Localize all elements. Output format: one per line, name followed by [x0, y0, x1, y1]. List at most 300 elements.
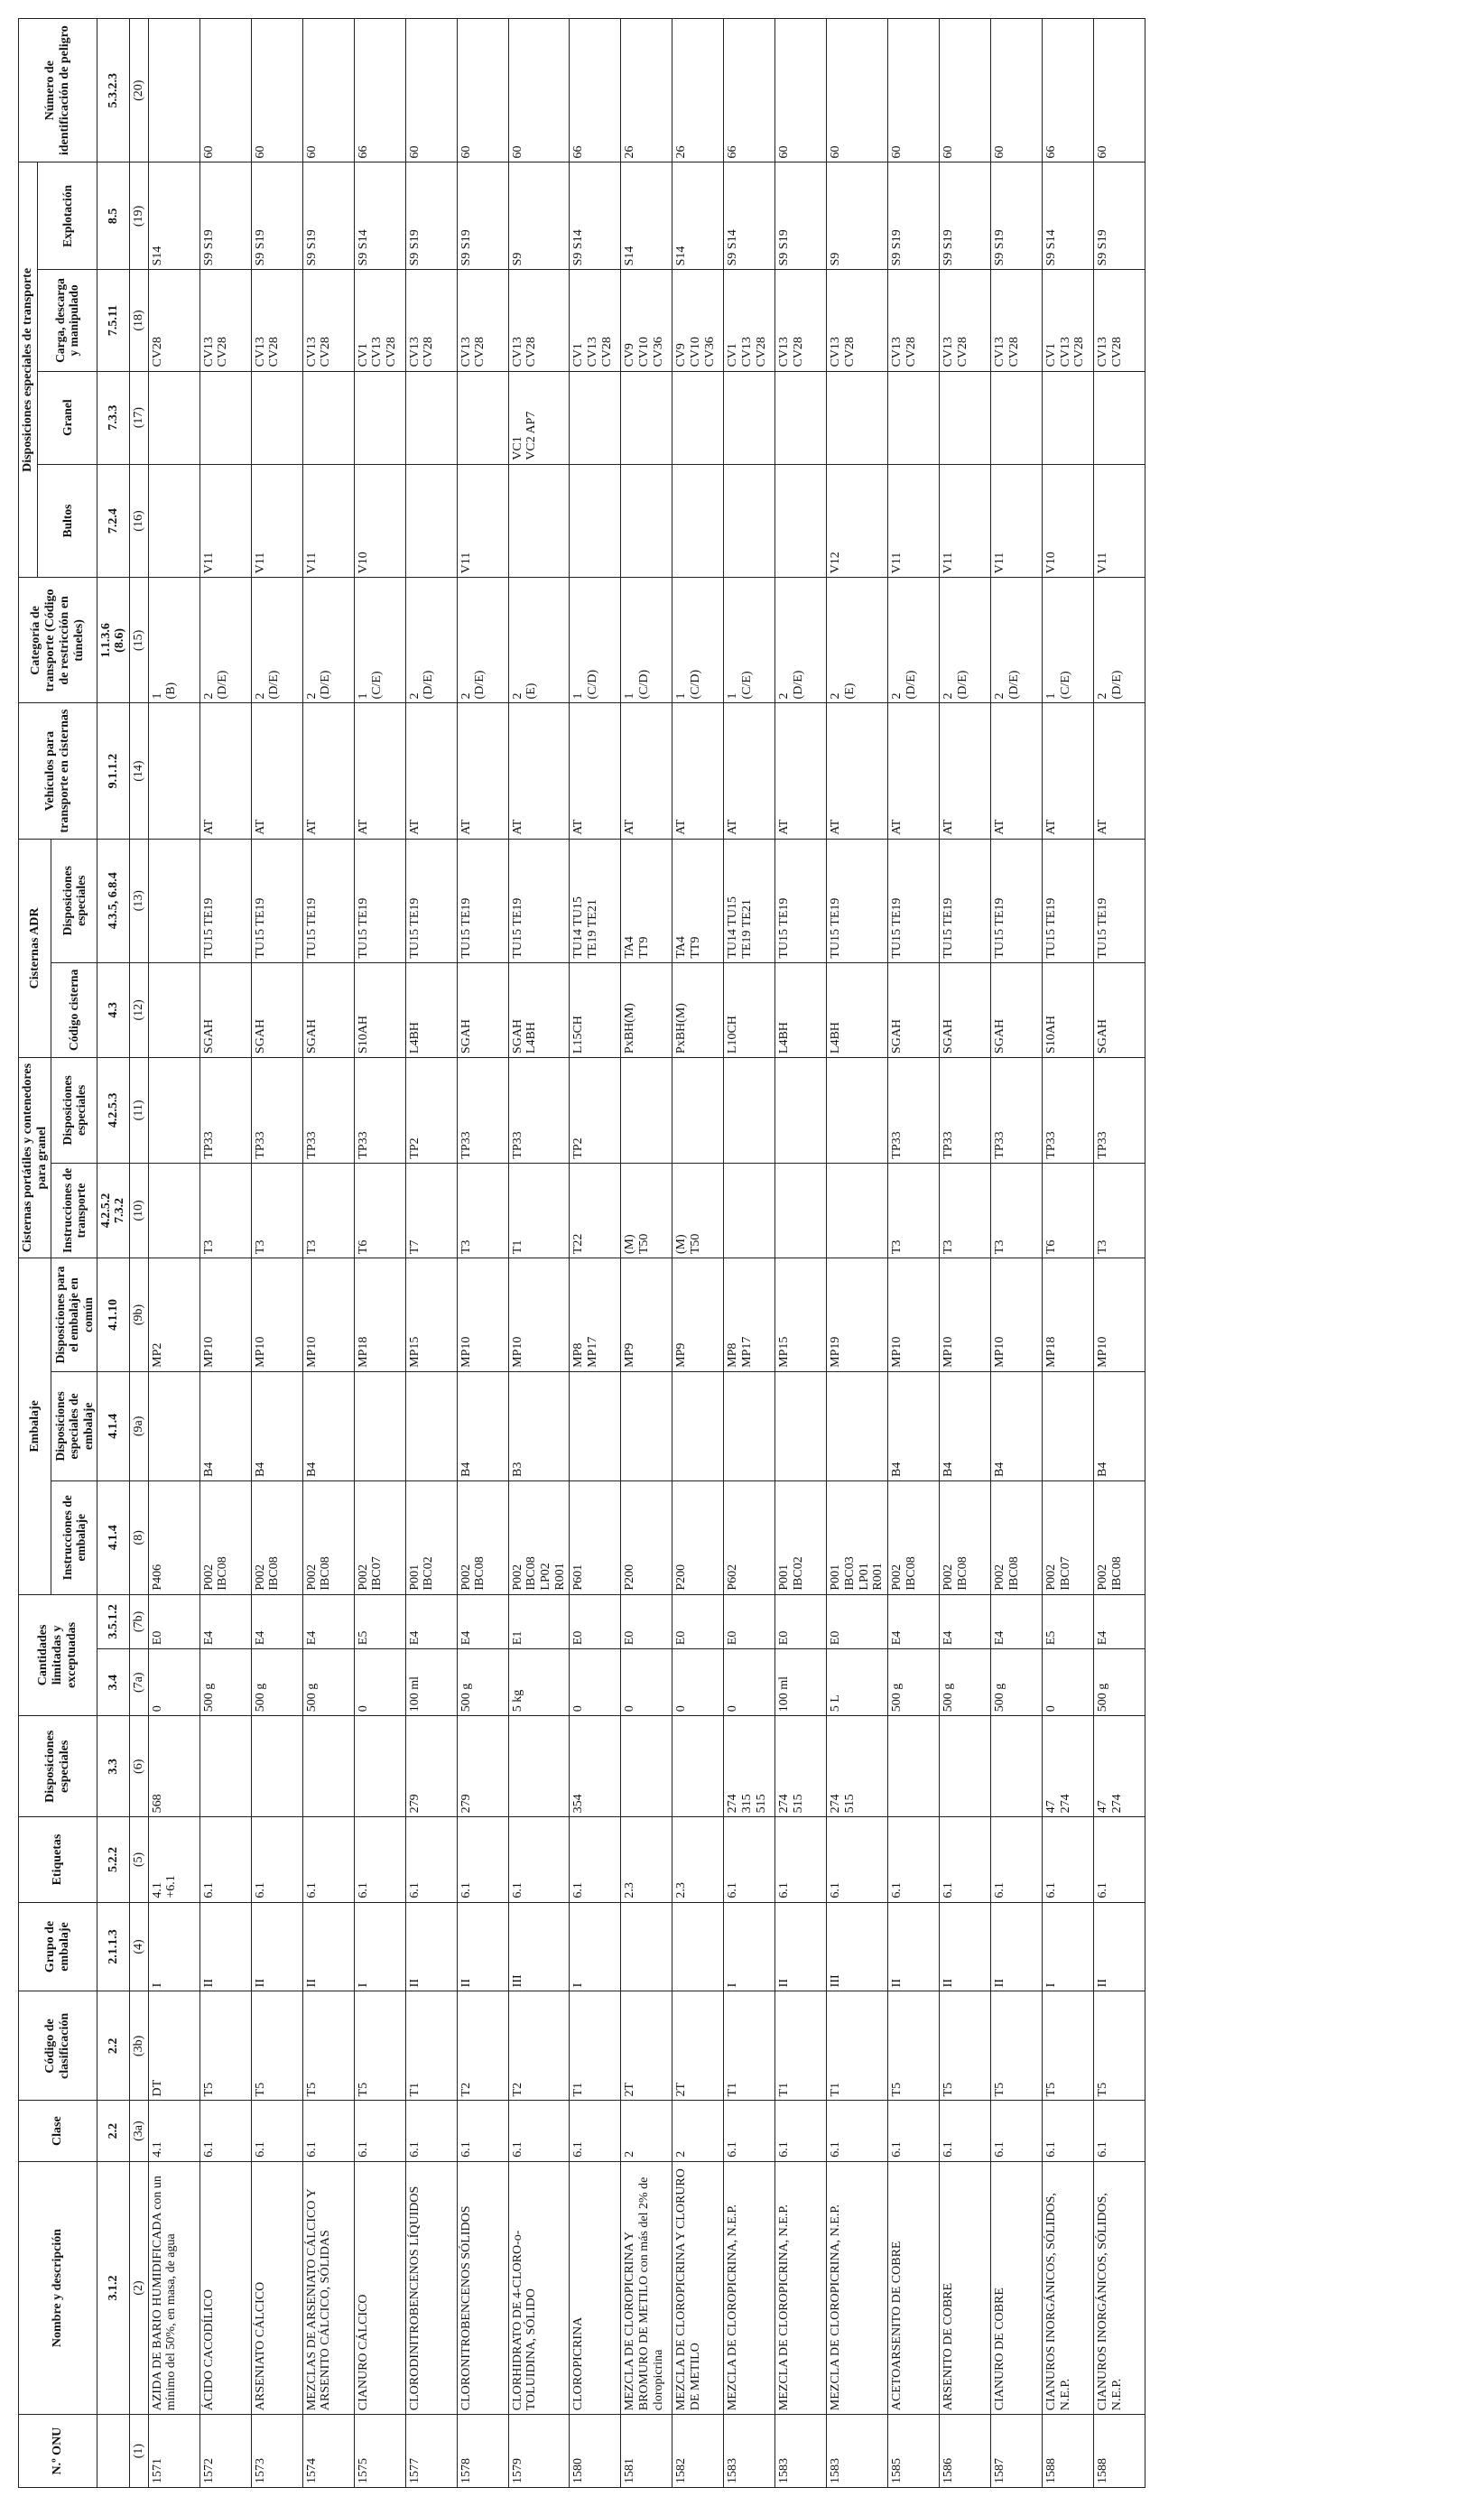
cell-transport-category: 1 (C/E): [724, 578, 775, 703]
table-row: [940, 19, 991, 2488]
cell-limited-quantity: 0: [621, 1649, 672, 1716]
cell-packages: V10: [354, 464, 405, 578]
col-number: (3b): [130, 1991, 149, 2101]
cell-bulk: [1043, 371, 1094, 464]
cell-vehicle-tank: AT: [1094, 703, 1145, 839]
cell-labels: 2.3: [621, 1817, 672, 1902]
ref-cell: 5.2.2: [97, 1817, 129, 1902]
cell-vehicle-tank: AT: [724, 703, 775, 839]
cell-tank-special: TU15 TE19: [940, 839, 991, 962]
cell-packing-group: I: [724, 1902, 775, 1991]
cell-packages: [570, 464, 621, 578]
cell-special-packing-provisions: B4: [1094, 1371, 1145, 1480]
cell-transport-category: 2 (D/E): [457, 578, 508, 703]
cell-portable-special: TP33: [302, 1058, 354, 1164]
cell-vehicle-tank: AT: [1043, 703, 1094, 839]
col-number: (4): [130, 1902, 149, 1991]
cell-transport-instructions: [775, 1163, 827, 1258]
header-packing-group: Grupo de embalaje: [19, 1902, 97, 1991]
cell-limited-quantity: 0: [354, 1649, 405, 1716]
ref-cell: 4.3.5, 6.8.4: [97, 839, 129, 962]
cell-operation: S9 S14: [1043, 162, 1094, 270]
cell-tank-special: TU15 TE19: [775, 839, 827, 962]
cell-un-no: 1575: [354, 2415, 405, 2488]
cell-classification-code: T5: [1094, 1991, 1145, 2101]
header-hazard-id: Número de identificación de peligro: [19, 19, 97, 162]
cell-loading: CV13 CV28: [508, 270, 570, 371]
cell-loading: CV28: [148, 270, 199, 371]
cell-transport-category: 2 (D/E): [405, 578, 457, 703]
cell-packing-group: I: [570, 1902, 621, 1991]
cell-special-provisions: [672, 1716, 724, 1817]
table-row: [1094, 19, 1145, 2488]
cell-classification-code: T5: [1043, 1991, 1094, 2101]
cell-name: CIANUROS INORGÁNICOS, SÓLIDOS, N.E.P.: [1094, 2161, 1145, 2414]
cell-portable-special: [148, 1058, 199, 1164]
cell-name: CLOROPICRINA: [570, 2161, 621, 2414]
cell-tank-special: TU15 TE19: [302, 839, 354, 962]
cell-un-no: 1580: [570, 2415, 621, 2488]
cell-special-provisions: 354: [570, 1716, 621, 1817]
cell-labels: 4.1 +6.1: [148, 1817, 199, 1902]
cell-special-provisions: [302, 1716, 354, 1817]
cell-packing-instructions: P002 IBC08: [302, 1480, 354, 1594]
cell-hazard-id: 66: [1043, 19, 1094, 162]
cell-name: CIANURO CÁLCICO: [354, 2161, 405, 2414]
ref-cell: 7.3.3: [97, 371, 129, 464]
cell-excepted-quantity: E1: [508, 1594, 570, 1649]
cell-special-provisions: 568: [148, 1716, 199, 1817]
cell-operation: S9 S19: [302, 162, 354, 270]
cell-bulk: [621, 371, 672, 464]
cell-limited-quantity: 500 g: [302, 1649, 354, 1716]
cell-operation: S9 S19: [940, 162, 991, 270]
cell-loading: CV13 CV28: [991, 270, 1043, 371]
cell-vehicle-tank: AT: [405, 703, 457, 839]
header-portable-tanks: Cisternas portátiles y contenedores para granel: [19, 1058, 51, 1258]
cell-limited-quantity: 100 ml: [405, 1649, 457, 1716]
reference-row: [97, 19, 129, 2488]
cell-bulk: [991, 371, 1043, 464]
cell-un-no: 1583: [724, 2415, 775, 2488]
cell-loading: CV9 CV10 CV36: [621, 270, 672, 371]
cell-transport-instructions: [148, 1163, 199, 1258]
cell-transport-instructions: [827, 1163, 888, 1258]
cell-special-provisions: 274 515: [775, 1716, 827, 1817]
table-body: [148, 19, 1145, 2488]
col-number: (15): [130, 578, 149, 703]
cell-excepted-quantity: E4: [251, 1594, 302, 1649]
cell-labels: 6.1: [724, 1817, 775, 1902]
cell-tank-special: TU14 TU15 TE19 TE21: [724, 839, 775, 962]
col-number: (5): [130, 1817, 149, 1902]
cell-loading: CV1 CV13 CV28: [724, 270, 775, 371]
cell-packing-instructions: P002 IBC08: [457, 1480, 508, 1594]
cell-labels: 6.1: [991, 1817, 1043, 1902]
cell-bulk: [405, 371, 457, 464]
cell-transport-instructions: T1: [508, 1163, 570, 1258]
cell-mixed-packing: MP9: [672, 1258, 724, 1372]
cell-tank-code: SGAH: [940, 962, 991, 1057]
cell-packages: V11: [457, 464, 508, 578]
cell-special-provisions: 279: [405, 1716, 457, 1817]
cell-packages: [405, 464, 457, 578]
cell-classification-code: T5: [302, 1991, 354, 2101]
cell-bulk: [148, 371, 199, 464]
cell-bulk: [199, 371, 251, 464]
col-number: (12): [130, 962, 149, 1057]
cell-classification-code: 2T: [621, 1991, 672, 2101]
cell-tank-special: TU15 TE19: [405, 839, 457, 962]
cell-excepted-quantity: E5: [354, 1594, 405, 1649]
cell-transport-instructions: [724, 1163, 775, 1258]
header-special-transport: Disposiciones especiales de transporte: [19, 162, 38, 578]
table-row: [508, 19, 570, 2488]
col-number: (10): [130, 1163, 149, 1258]
cell-special-packing-provisions: B4: [888, 1371, 940, 1480]
cell-portable-special: TP33: [199, 1058, 251, 1164]
cell-tank-special: TU15 TE19: [991, 839, 1043, 962]
header-transport-instructions: Instrucciones de transporte: [51, 1163, 97, 1258]
cell-class: 6.1: [775, 2101, 827, 2161]
cell-classification-code: T5: [991, 1991, 1043, 2101]
cell-portable-special: TP33: [508, 1058, 570, 1164]
ref-cell: 2.2: [97, 1991, 129, 2101]
table-row: [775, 19, 827, 2488]
cell-excepted-quantity: E0: [672, 1594, 724, 1649]
col-number: (8): [130, 1480, 149, 1594]
cell-tank-code: SGAH: [199, 962, 251, 1057]
cell-vehicle-tank: AT: [251, 703, 302, 839]
cell-hazard-id: 60: [508, 19, 570, 162]
cell-classification-code: T5: [251, 1991, 302, 2101]
cell-labels: 6.1: [888, 1817, 940, 1902]
cell-mixed-packing: MP15: [405, 1258, 457, 1372]
cell-mixed-packing: MP10: [302, 1258, 354, 1372]
cell-packing-group: II: [940, 1902, 991, 1991]
cell-transport-category: 1 (C/E): [354, 578, 405, 703]
cell-name: ARSENITO DE COBRE: [940, 2161, 991, 2414]
cell-labels: 6.1: [1094, 1817, 1145, 1902]
header-mixed-packing: Disposiciones para el embalaje en común: [51, 1258, 97, 1372]
col-number: (20): [130, 19, 149, 162]
cell-labels: 6.1: [508, 1817, 570, 1902]
cell-special-packing-provisions: [1043, 1371, 1094, 1480]
cell-special-packing-provisions: [354, 1371, 405, 1480]
cell-packages: V11: [302, 464, 354, 578]
cell-operation: S9: [827, 162, 888, 270]
cell-loading: CV1 CV13 CV28: [1043, 270, 1094, 371]
cell-name: MEZCLA DE CLOROPICRINA, N.E.P.: [724, 2161, 775, 2414]
header-limited-quantities: Cantidades limitadas y exceptuadas: [19, 1594, 97, 1716]
cell-labels: 6.1: [405, 1817, 457, 1902]
cell-excepted-quantity: E4: [199, 1594, 251, 1649]
cell-un-no: 1572: [199, 2415, 251, 2488]
table-row: [724, 19, 775, 2488]
cell-bulk: [302, 371, 354, 464]
cell-transport-category: 2 (E): [508, 578, 570, 703]
cell-operation: S9 S19: [251, 162, 302, 270]
cell-special-packing-provisions: [148, 1371, 199, 1480]
cell-transport-category: 2 (D/E): [199, 578, 251, 703]
cell-bulk: [888, 371, 940, 464]
cell-mixed-packing: MP10: [991, 1258, 1043, 1372]
col-number: (14): [130, 703, 149, 839]
cell-packing-instructions: P002 IBC08: [888, 1480, 940, 1594]
header-adr-tanks: Cisternas ADR: [19, 839, 51, 1057]
cell-portable-special: TP2: [570, 1058, 621, 1164]
cell-classification-code: T1: [405, 1991, 457, 2101]
ref-cell: 4.1.4: [97, 1480, 129, 1594]
cell-bulk: [724, 371, 775, 464]
cell-special-provisions: 274 315 515: [724, 1716, 775, 1817]
table-row: [251, 19, 302, 2488]
cell-tank-special: TA4 TT9: [672, 839, 724, 962]
header-packing-instructions: Instrucciones de embalaje: [51, 1480, 97, 1594]
ref-cell: 7.2.4: [97, 464, 129, 578]
cell-mixed-packing: MP10: [508, 1258, 570, 1372]
cell-special-packing-provisions: B4: [991, 1371, 1043, 1480]
cell-class: 6.1: [251, 2101, 302, 2161]
cell-packing-instructions: P001 IBC02: [405, 1480, 457, 1594]
cell-vehicle-tank: AT: [570, 703, 621, 839]
table-row: [354, 19, 405, 2488]
cell-vehicle-tank: [148, 703, 199, 839]
cell-class: 6.1: [302, 2101, 354, 2161]
cell-transport-instructions: T6: [354, 1163, 405, 1258]
cell-name: MEZCLA DE CLOROPICRINA Y CLORURO DE METILO: [672, 2161, 724, 2414]
cell-hazard-id: 60: [405, 19, 457, 162]
cell-transport-category: 2 (D/E): [991, 578, 1043, 703]
col-number: (16): [130, 464, 149, 578]
col-number: (9a): [130, 1371, 149, 1480]
cell-limited-quantity: 500 g: [940, 1649, 991, 1716]
ref-cell: 4.3: [97, 962, 129, 1057]
cell-limited-quantity: 0: [672, 1649, 724, 1716]
cell-un-no: 1577: [405, 2415, 457, 2488]
cell-transport-category: 1 (C/D): [570, 578, 621, 703]
cell-labels: 6.1: [354, 1817, 405, 1902]
cell-class: 6.1: [354, 2101, 405, 2161]
cell-class: 6.1: [940, 2101, 991, 2161]
cell-mixed-packing: MP10: [457, 1258, 508, 1372]
cell-classification-code: 2T: [672, 1991, 724, 2101]
header-portable-special: Disposiciones especiales: [51, 1058, 97, 1164]
cell-name: CIANURO DE COBRE: [991, 2161, 1043, 2414]
cell-packing-instructions: P200: [621, 1480, 672, 1594]
cell-mixed-packing: MP8 MP17: [570, 1258, 621, 1372]
cell-bulk: VC1 VC2 AP7: [508, 371, 570, 464]
table-row: [570, 19, 621, 2488]
cell-un-no: 1571: [148, 2415, 199, 2488]
cell-tank-special: TU14 TU15 TE19 TE21: [570, 839, 621, 962]
cell-packing-group: II: [251, 1902, 302, 1991]
cell-special-provisions: 279: [457, 1716, 508, 1817]
cell-classification-code: T1: [827, 1991, 888, 2101]
cell-portable-special: TP33: [251, 1058, 302, 1164]
cell-bulk: [457, 371, 508, 464]
cell-portable-special: TP33: [991, 1058, 1043, 1164]
cell-labels: 6.1: [251, 1817, 302, 1902]
cell-operation: S9 S19: [888, 162, 940, 270]
cell-limited-quantity: 0: [570, 1649, 621, 1716]
cell-special-packing-provisions: B4: [940, 1371, 991, 1480]
cell-name: MEZCLA DE CLOROPICRINA, N.E.P.: [827, 2161, 888, 2414]
cell-bulk: [940, 371, 991, 464]
cell-portable-special: TP33: [1094, 1058, 1145, 1164]
header-class: Clase: [19, 2101, 97, 2161]
cell-operation: S9: [508, 162, 570, 270]
cell-mixed-packing: MP2: [148, 1258, 199, 1372]
cell-packages: [621, 464, 672, 578]
cell-transport-instructions: T22: [570, 1163, 621, 1258]
cell-special-packing-provisions: [672, 1371, 724, 1480]
cell-classification-code: T1: [775, 1991, 827, 2101]
cell-operation: S9 S14: [354, 162, 405, 270]
cell-name: CIANUROS INORGÁNICOS, SÓLIDOS, N.E.P.: [1043, 2161, 1094, 2414]
cell-tank-special: TU15 TE19: [888, 839, 940, 962]
table-row: [672, 19, 724, 2488]
cell-loading: CV13 CV28: [457, 270, 508, 371]
ref-cell: 5.3.2.3: [97, 19, 129, 162]
cell-packing-instructions: P601: [570, 1480, 621, 1594]
cell-loading: CV13 CV28: [888, 270, 940, 371]
cell-operation: S14: [672, 162, 724, 270]
cell-mixed-packing: MP10: [888, 1258, 940, 1372]
cell-tank-code: L10CH: [724, 962, 775, 1057]
cell-un-no: 1579: [508, 2415, 570, 2488]
cell-mixed-packing: MP9: [621, 1258, 672, 1372]
ref-cell: 8.5: [97, 162, 129, 270]
cell-loading: CV13 CV28: [827, 270, 888, 371]
cell-operation: S9 S19: [457, 162, 508, 270]
cell-un-no: 1578: [457, 2415, 508, 2488]
cell-packages: [672, 464, 724, 578]
cell-loading: CV13 CV28: [940, 270, 991, 371]
cell-tank-code: S10AH: [354, 962, 405, 1057]
cell-tank-special: TU15 TE19: [354, 839, 405, 962]
cell-packing-instructions: P002 IBC07: [354, 1480, 405, 1594]
cell-tank-special: TU15 TE19: [508, 839, 570, 962]
cell-vehicle-tank: AT: [354, 703, 405, 839]
cell-classification-code: T2: [508, 1991, 570, 2101]
cell-portable-special: [827, 1058, 888, 1164]
cell-labels: 6.1: [570, 1817, 621, 1902]
cell-transport-instructions: T3: [1094, 1163, 1145, 1258]
cell-labels: 6.1: [1043, 1817, 1094, 1902]
cell-bulk: [827, 371, 888, 464]
cell-special-packing-provisions: [724, 1371, 775, 1480]
cell-operation: S9 S19: [775, 162, 827, 270]
cell-loading: CV13 CV28: [1094, 270, 1145, 371]
cell-mixed-packing: MP19: [827, 1258, 888, 1372]
ref-cell: 4.1.10: [97, 1258, 129, 1372]
cell-transport-category: 2 (D/E): [940, 578, 991, 703]
cell-un-no: 1588: [1043, 2415, 1094, 2488]
cell-packages: V12: [827, 464, 888, 578]
ref-cell-empty: [97, 2415, 129, 2488]
cell-un-no: 1583: [775, 2415, 827, 2488]
cell-mixed-packing: MP10: [1094, 1258, 1145, 1372]
cell-loading: CV13 CV28: [775, 270, 827, 371]
cell-hazard-id: 66: [724, 19, 775, 162]
cell-limited-quantity: 500 g: [457, 1649, 508, 1716]
cell-class: 2: [621, 2101, 672, 2161]
cell-un-no: 1585: [888, 2415, 940, 2488]
cell-hazard-id: 60: [888, 19, 940, 162]
header-classification-code: Código de clasificación: [19, 1991, 97, 2101]
cell-un-no: 1586: [940, 2415, 991, 2488]
cell-portable-special: [724, 1058, 775, 1164]
cell-tank-special: TU15 TE19: [199, 839, 251, 962]
cell-hazard-id: 60: [775, 19, 827, 162]
col-number: (19): [130, 162, 149, 270]
cell-transport-category: 2 (D/E): [1094, 578, 1145, 703]
ref-cell: 1.1.3.6 (8.6): [97, 578, 129, 703]
cell-packing-group: [621, 1902, 672, 1991]
ref-cell: 9.1.1.2: [97, 703, 129, 839]
cell-vehicle-tank: AT: [888, 703, 940, 839]
cell-name: CLORONITROBENCENOS SÓLIDOS: [457, 2161, 508, 2414]
cell-operation: S14: [621, 162, 672, 270]
cell-packing-instructions: P002 IBC08: [199, 1480, 251, 1594]
cell-labels: 6.1: [827, 1817, 888, 1902]
cell-un-no: 1588: [1094, 2415, 1145, 2488]
cell-class: 6.1: [508, 2101, 570, 2161]
col-number: (17): [130, 371, 149, 464]
cell-portable-special: TP2: [405, 1058, 457, 1164]
cell-loading: CV1 CV13 CV28: [354, 270, 405, 371]
cell-packing-group: II: [405, 1902, 457, 1991]
cell-tank-code: SGAH L4BH: [508, 962, 570, 1057]
cell-special-provisions: 274 515: [827, 1716, 888, 1817]
cell-transport-instructions: T3: [940, 1163, 991, 1258]
cell-packages: [724, 464, 775, 578]
cell-bulk: [672, 371, 724, 464]
cell-packages: [148, 464, 199, 578]
cell-excepted-quantity: E5: [1043, 1594, 1094, 1649]
cell-special-provisions: [991, 1716, 1043, 1817]
cell-transport-category: 1 (C/E): [1043, 578, 1094, 703]
col-number: (3a): [130, 2101, 149, 2161]
header-tank-special: Disposiciones especiales: [51, 839, 97, 962]
cell-tank-code: SGAH: [302, 962, 354, 1057]
col-number: (7a): [130, 1649, 149, 1716]
cell-transport-category: 1 (C/D): [672, 578, 724, 703]
cell-vehicle-tank: AT: [940, 703, 991, 839]
cell-tank-code: PxBH(M): [672, 962, 724, 1057]
cell-name: ARSENIATO CÁLCICO: [251, 2161, 302, 2414]
col-number: (11): [130, 1058, 149, 1164]
cell-vehicle-tank: AT: [302, 703, 354, 839]
cell-excepted-quantity: E4: [405, 1594, 457, 1649]
cell-packages: [508, 464, 570, 578]
cell-special-provisions: [621, 1716, 672, 1817]
cell-limited-quantity: 500 g: [251, 1649, 302, 1716]
cell-limited-quantity: 0: [724, 1649, 775, 1716]
cell-transport-category: 2 (D/E): [888, 578, 940, 703]
cell-packing-instructions: P001 IBC03 LP01 R001: [827, 1480, 888, 1594]
cell-excepted-quantity: E0: [570, 1594, 621, 1649]
cell-transport-instructions: (M) T50: [672, 1163, 724, 1258]
cell-labels: 6.1: [199, 1817, 251, 1902]
cell-name: MEZCLA DE CLOROPICRINA Y BROMURO DE METILO con más del 2% de cloropicrina: [621, 2161, 672, 2414]
cell-name: AZIDA DE BARIO HUMIDIFICADA con un mínimo del 50%, en masa, de agua: [148, 2161, 199, 2414]
cell-hazard-id: 60: [1094, 19, 1145, 162]
cell-transport-category: 1 (B): [148, 578, 199, 703]
cell-packages: V11: [888, 464, 940, 578]
cell-transport-category: 1 (C/D): [621, 578, 672, 703]
